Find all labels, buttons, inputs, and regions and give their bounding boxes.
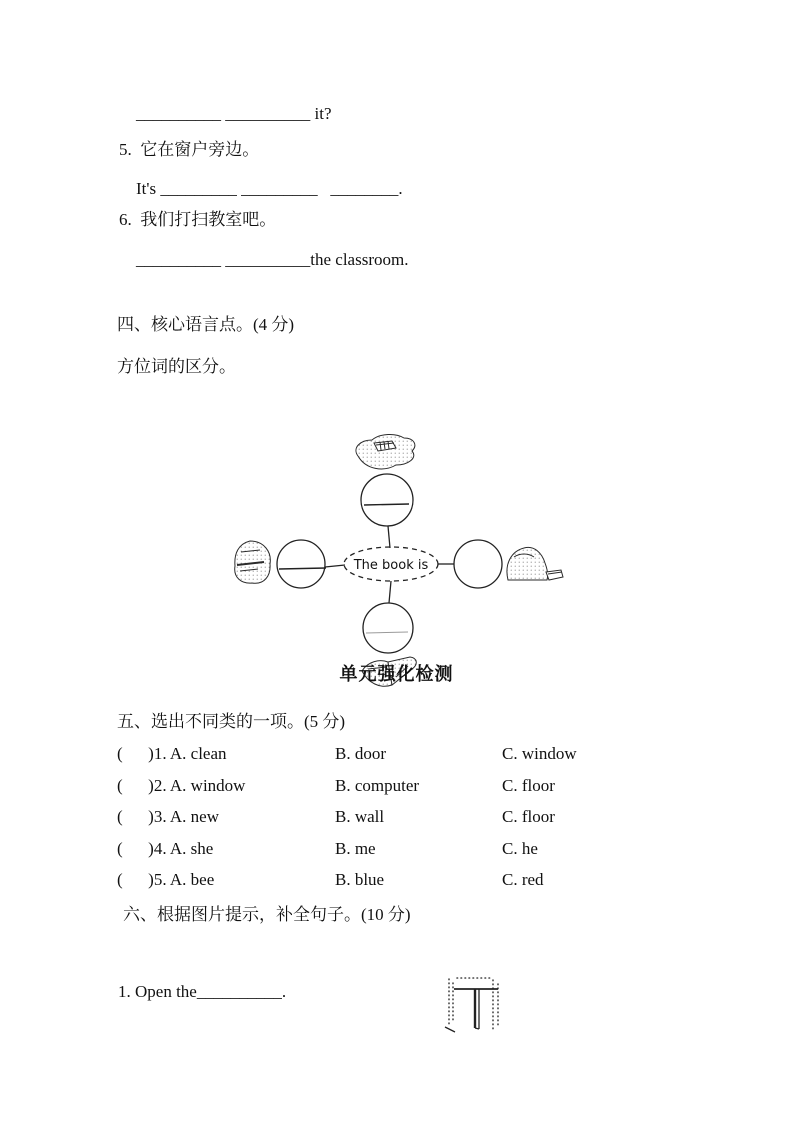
bottom-blank-line — [366, 632, 408, 633]
item5-chinese: 5. 它在窗户旁边。 — [119, 140, 260, 159]
left-blank-line — [279, 568, 326, 569]
choice-row-1 — [117, 745, 737, 763]
top-answer-node — [361, 474, 413, 526]
left-answer-node — [277, 540, 325, 588]
choice-row-5 — [117, 871, 737, 889]
row5-option-c: C. red — [502, 870, 544, 889]
item5-answer-line: It's _________ _________ ________. — [136, 179, 403, 198]
connector-left — [325, 565, 345, 567]
choice-row-3 — [117, 808, 737, 826]
row1-option-b: B. door — [335, 744, 386, 763]
book-in-desk-sketch — [235, 541, 271, 583]
row4-option-b: B. me — [335, 838, 376, 858]
question1-line: 1. Open the__________. — [118, 982, 287, 1001]
book-on-desk-sketch — [356, 434, 415, 468]
row5-stem: ( )5. A. bee — [117, 870, 215, 889]
row3-option-c: C. floor — [502, 807, 555, 826]
right-answer-node — [454, 540, 502, 588]
section4-note: 方位词的区分。 — [117, 357, 236, 376]
row3-stem: ( )3. A. new — [117, 807, 219, 826]
connector-top — [388, 526, 390, 548]
row2-option-c: C. floor — [502, 775, 555, 795]
item6-answer-line: __________ __________the classroom. — [136, 250, 409, 269]
row5-option-b: B. blue — [335, 870, 385, 889]
choice-row-2 — [117, 777, 737, 795]
row2-option-b: B. computer — [335, 775, 420, 795]
bottom-answer-node — [363, 603, 413, 653]
connector-bottom — [389, 581, 391, 603]
row4-option-c: C. he — [502, 838, 538, 858]
section5-heading: 五、选出不同类的一项。(5 分) — [117, 712, 346, 731]
section5-choice-list — [117, 745, 737, 903]
item6-chinese: 6. 我们打扫教室吧。 — [119, 210, 277, 229]
top-blank-line — [364, 504, 409, 505]
answer-line-q4: __________ __________ it? — [136, 104, 332, 123]
row2-stem: ( )2. A. window — [117, 775, 246, 795]
center-node-label: The book is — [353, 558, 429, 573]
row1-stem: ( )1. A. clean — [117, 744, 227, 763]
row3-option-b: B. wall — [335, 807, 385, 826]
unit-test-title: 单元强化检测 — [339, 664, 454, 684]
row4-stem: ( )4. A. she — [117, 838, 214, 858]
section4-heading: 四、核心语言点。(4 分) — [117, 315, 295, 334]
section6-heading: 六、根据图片提示，补全句子。(10 分) — [123, 905, 411, 924]
open-door-sketch — [441, 931, 503, 1075]
choice-row-4 — [117, 840, 737, 858]
row1-option-c: C. window — [502, 744, 577, 763]
bag-and-book-sketch — [507, 547, 563, 580]
